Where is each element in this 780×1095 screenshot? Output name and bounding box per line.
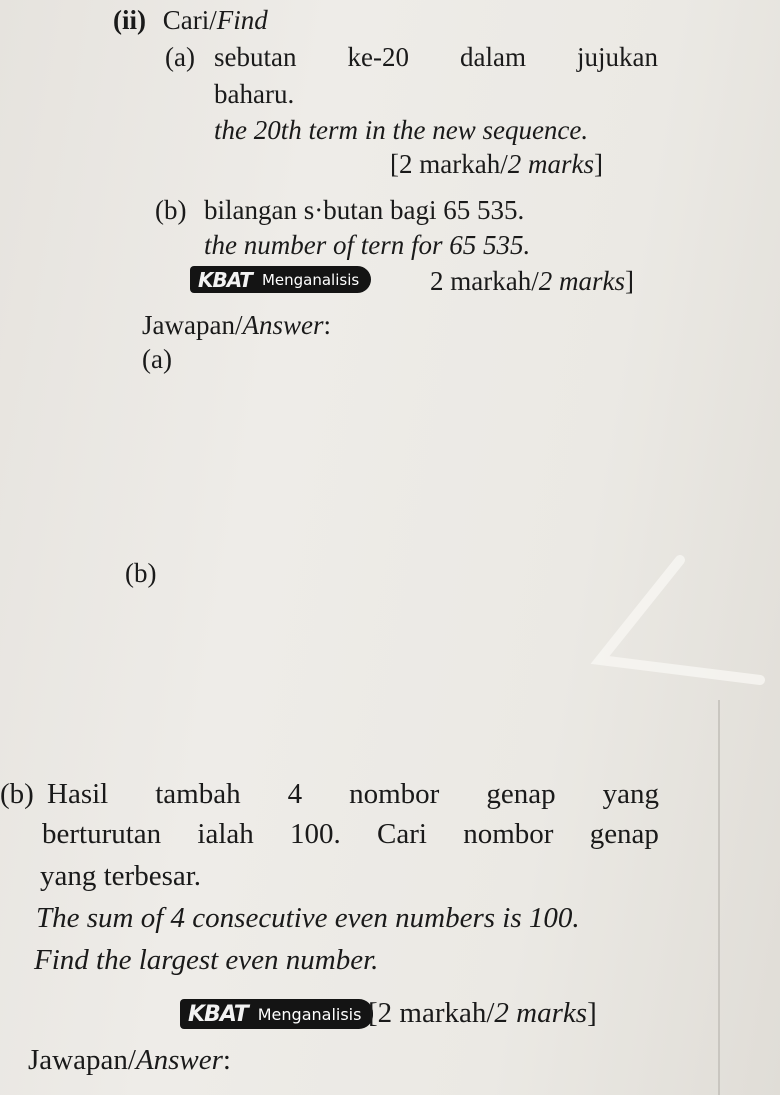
part-a-en: the 20th term in the new sequence. [214,115,589,145]
question-word: 4 [287,778,303,810]
marks-close: ] [624,266,634,296]
question-word: nombor [463,818,554,850]
answer-ms: Jawapan/ [142,310,243,340]
question-word: Hasil [47,778,109,810]
part-a-word: jujukan [577,42,658,72]
part-b-label: (b) [155,195,187,225]
question-b-en-line1: The sum of 4 consecutive even numbers is 100. [36,902,580,934]
question-word: yang [602,778,659,810]
answer-a-label: (a) [142,344,172,374]
kbat-badge [190,266,371,293]
kbat-tag: Menganalisis [258,266,371,293]
answer-ms: Jawapan/ [28,1044,136,1076]
question-word: tambah [155,778,241,810]
part-ii-heading [113,7,268,34]
question-word: genap [486,778,556,810]
part-ii-label: (ii) [113,5,146,35]
part-a-word: dalam [460,42,526,72]
part-b-marks [430,268,634,295]
question-b-answer-heading [28,1046,231,1075]
part-b-ms: bilangan s·butan bagi 65 535. [204,195,525,225]
question-b-marks [368,999,597,1028]
marks-close: ] [587,997,597,1029]
part-a-marks [390,151,603,178]
find-en: Find [216,5,268,35]
marks-ms: 2 markah/ [430,266,539,296]
marks-ms: [2 markah/ [390,149,508,179]
kbat-logo: KBAT [190,266,258,293]
question-word: nombor [349,778,440,810]
marks-en: 2 marks [494,997,588,1029]
question-word: Cari [377,818,427,850]
question-word: genap [589,818,659,850]
kbat-tag: Menganalisis [254,999,374,1029]
marks-ms: [2 markah/ [368,997,495,1029]
part-a-word: ke-20 [347,42,409,72]
answer-heading [142,312,331,339]
kbat-badge [180,999,373,1029]
question-b-ms-line1 [47,780,659,809]
find-ms: Cari/ [162,5,217,35]
answer-en: Answer [135,1044,223,1076]
answer-en: Answer [242,310,324,340]
marks-en: 2 marks [507,149,594,179]
kbat-logo: KBAT [180,999,254,1029]
answer-b-label: (b) [125,558,157,588]
question-word: ialah [197,818,254,850]
question-b-ms-line3: yang terbesar. [40,860,202,892]
question-word: berturutan [42,818,162,850]
part-b-en: the number of tern for 65 535. [204,230,531,260]
part-a-ms-line1 [214,44,658,71]
answer-colon: : [323,310,331,340]
question-b-en-line2: Find the largest even number. [34,944,379,976]
part-a-word: sebutan [214,42,297,72]
part-a-ms-line2: baharu. [214,79,295,109]
question-b-ms-line2 [42,820,659,849]
question-b-label: (b) [0,778,34,810]
part-a-label: (a) [165,42,195,72]
marks-en: 2 marks [538,266,625,296]
marks-close: ] [593,149,603,179]
question-word: 100. [290,818,341,850]
answer-colon: : [222,1044,231,1076]
